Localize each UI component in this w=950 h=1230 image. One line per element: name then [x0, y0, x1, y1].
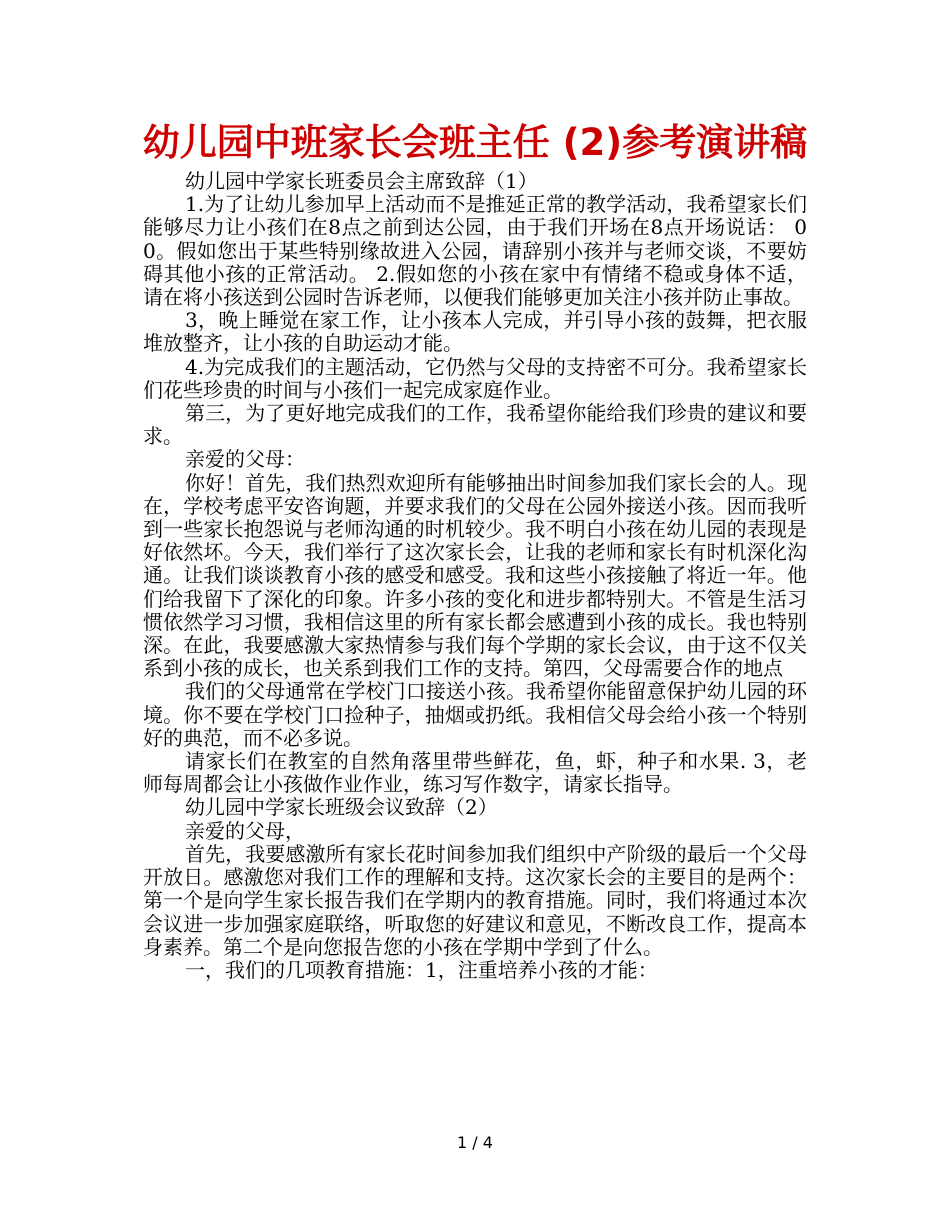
- paragraph-7: 你好！首先，我们热烈欢迎所有能够抽出时间参加我们家长会的人。现在，学校考虑平安咨询题，并要求我们的父母在公园外接送小孩。因而我听到一些家长抱怨说与老师沟通的时机较少。我不明白小孩在幼儿园的表现是好依然坏。今天，我们举行了这次家长会，让我的老师和家长有时机深化沟通。让我们谈谈教育小孩的感受和感受。我和这些小孩接触了将近一年。他们给我留下了深化的印象。许多小孩的变化和进步都特别大。不管是生活习惯依然学习习惯，我相信这里的所有家长都会感遭到小孩的成长。我也特别深。在此，我要感激大家热情参与我们每个学期的家长会议，由于这不仅关系到小孩的成长，也关系到我们工作的支持。第四，父母需要合作的地点: [143, 470, 807, 681]
- paragraph-4: 4.为完成我们的主题活动，它仍然与父母的支持密不可分。我希望家长们花些珍贵的时间与小孩们一起完成家庭作业。: [143, 354, 807, 402]
- paragraph-2: 1.为了让幼儿参加早上活动而不是推延正常的教学活动，我希望家长们能够尽力让小孩们在8点之前到达公园，由于我们开场在8点开场说话： 00。假如您出于某些特别缘故进入公园，请辞别小孩并与老师交谈，不要妨碍其他小孩的正常活动。 2.假如您的小孩在家中有情绪不稳或身体不适，请在将小孩送到公园时告诉老师，以便我们能够更加关注小孩并防止事故。: [143, 192, 807, 310]
- paragraph-13: 一，我们的几项教育措施：1，注重培养小孩的才能：: [185, 957, 658, 982]
- paragraph-1: 幼儿园中学家长班委员会主席致辞（1）: [185, 169, 538, 193]
- paragraph-6: 亲爱的父母：: [185, 447, 305, 472]
- document-body: [143, 170, 807, 982]
- document-title: 幼儿园中班家长会班主任 (2)参考演讲稿: [142, 121, 808, 164]
- paragraph-8: 我们的父母通常在学校门口接送小孩。我希望你能留意保护幼儿园的环境。你不要在学校门口捡种子，抽烟或扔纸。我相信父母会给小孩一个特别好的典范，而不必多说。: [143, 679, 807, 750]
- paragraph-12: 首先，我要感激所有家长花时间参加我们组织中产阶级的最后一个父母开放日。感激您对我们工作的理解和支持。这次家长会的主要目的是两个：第一个是向学生家长报告我们在学期内的教育措施。同时，我们将通过本次会议进一步加强家庭联络，听取您的好建议和意见，不断改良工作，提高本身素养。第二个是向您报告您的小孩在学期中学到了什么。: [143, 841, 807, 959]
- page-number: 1 / 4: [457, 1133, 493, 1152]
- paragraph-10: 幼儿园中学家长班级会议致辞（2）: [185, 795, 498, 820]
- paragraph-5: 第三，为了更好地完成我们的工作，我希望你能给我们珍贵的建议和要求。: [143, 401, 807, 449]
- paragraph-9: 请家长们在教室的自然角落里带些鲜花，鱼，虾，种子和水果. 3，老师每周都会让小孩做作业作业，练习写作数字，请家长指导。: [143, 749, 807, 797]
- paragraph-3: 3，晚上睡觉在家工作，让小孩本人完成，并引导小孩的鼓舞，把衣服堆放整齐，让小孩的自助运动才能。: [143, 308, 807, 356]
- paragraph-11: 亲爱的父母，: [185, 818, 305, 843]
